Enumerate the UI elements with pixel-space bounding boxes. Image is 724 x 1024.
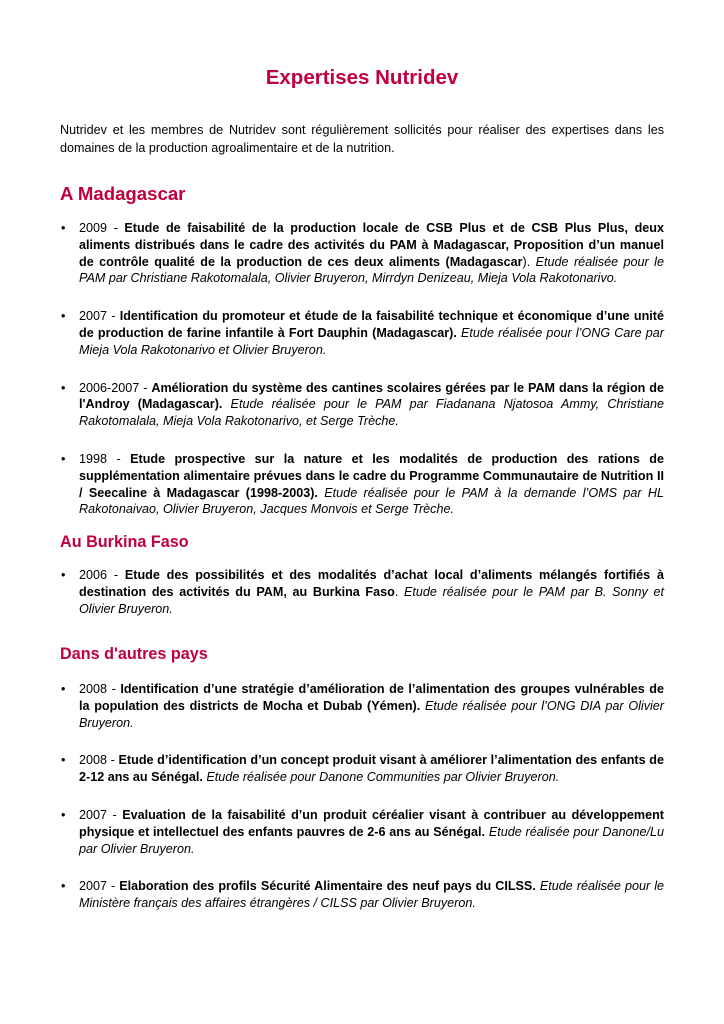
bullet-icon: •	[61, 568, 66, 582]
other-countries-list	[60, 681, 664, 912]
list-item: • 2007 - Identification du promoteur et étude de la faisabilité technique et économique d’une unité de production de farine infantile à Fort Dauphin (Madagascar). Etude réalisée pour l’ONG Care par Mieja Vola Rakotonarivo et Olivier Bruyeron.	[61, 309, 665, 357]
list-item: • 2009 - Etude de faisabilité de la production locale de CSB Plus et de CSB Plus Plus, deux aliments distribués dans le cadre des activités du PAM à Madagascar, Proposition d’un manuel de contrôle qualité de la production de ces deux aliments (Madagascar). Etude réalisée pour le PAM par Christiane Rakotomalala, Olivier Bruyeron, Mirrdyn Denizeau, Mieja Vola Rakotonarivo.	[61, 221, 664, 286]
list-item: • 2006-2007 - Amélioration du système des cantines scolaires gérées par le PAM dans la région de l'Androy (Madagascar). Etude réalisée pour le PAM par Fiadanana Njatosoa Ammy, Christiane Rakotomalala, Mieja Vola Rakotonarivo, et Serge Trèche.	[61, 380, 665, 429]
list-item: • 2006 - Etude des possibilités et des modalités d’achat local d’aliments mélangés fortifiés à destination des activités du PAM, au Burkina Faso. Etude réalisée pour le PAM par B. Sonny et Olivier Bruyeron.	[61, 568, 665, 616]
bullet-icon: •	[61, 309, 66, 324]
list-item: • 2008 - Etude d’identification d’un concept produit visant à améliorer l’alimentation des enfants de 2-12 ans au Sénégal. Etude réalisée pour Danone Communities par Olivier Bruyeron.	[61, 753, 664, 785]
bullet-icon: •	[61, 451, 66, 466]
section-heading-other-countries: Dans d'autres pays	[60, 645, 208, 663]
bullet-icon: •	[61, 879, 66, 894]
page-title: Expertises Nutridev	[265, 66, 459, 89]
bullet-icon: •	[61, 380, 66, 395]
list-item: • 2008 - Identification d’une stratégie d’amélioration de l’alimentation des groupes vulnérables de la population des districts de Mocha et Dubab (Yémen). Etude réalisée pour l’ONG DIA par Olivier Bruyeron.	[61, 682, 665, 730]
list-item: • 2007 - Elaboration des profils Sécurité Alimentaire des neuf pays du CILSS. Etude réalisée pour le Ministère français des affaires étrangères / CILSS par Olivier Bruyeron.	[61, 879, 664, 911]
list-item: • 1998 - Etude prospective sur la nature et les modalités de production des rations de supplémentation alimentaire prévues dans le cadre du Programme Communautaire de Nutrition II / Seecaline à Madagascar (1998-2003). Etude réalisée pour le PAM à la demande l’OMS par HL Rakotonaivao, Olivier Bruyeron, Jacques Monvois et Serge Trèche.	[61, 451, 665, 517]
list-item: • 2007 - Evaluation de la faisabilité d’un produit céréalier visant à contribuer au développement physique et intellectuel des enfants pauvres de 2-6 ans au Sénégal. Etude réalisée pour Danone/Lu par Olivier Bruyeron.	[61, 807, 665, 856]
bullet-icon: •	[61, 682, 66, 696]
bullet-icon: •	[61, 753, 66, 768]
bullet-icon: •	[61, 221, 66, 235]
madagascar-list	[60, 220, 664, 518]
bullet-icon: •	[61, 807, 66, 822]
section-heading-madagascar: A Madagascar	[60, 183, 186, 204]
burkina-list	[60, 567, 664, 617]
intro-paragraph: Nutridev et les membres de Nutridev sont régulièrement sollicités pour réaliser des expertises dans les domaines de la production agroalimentaire et de la nutrition.	[60, 123, 664, 155]
section-heading-burkina-faso: Au Burkina Faso	[60, 533, 189, 551]
